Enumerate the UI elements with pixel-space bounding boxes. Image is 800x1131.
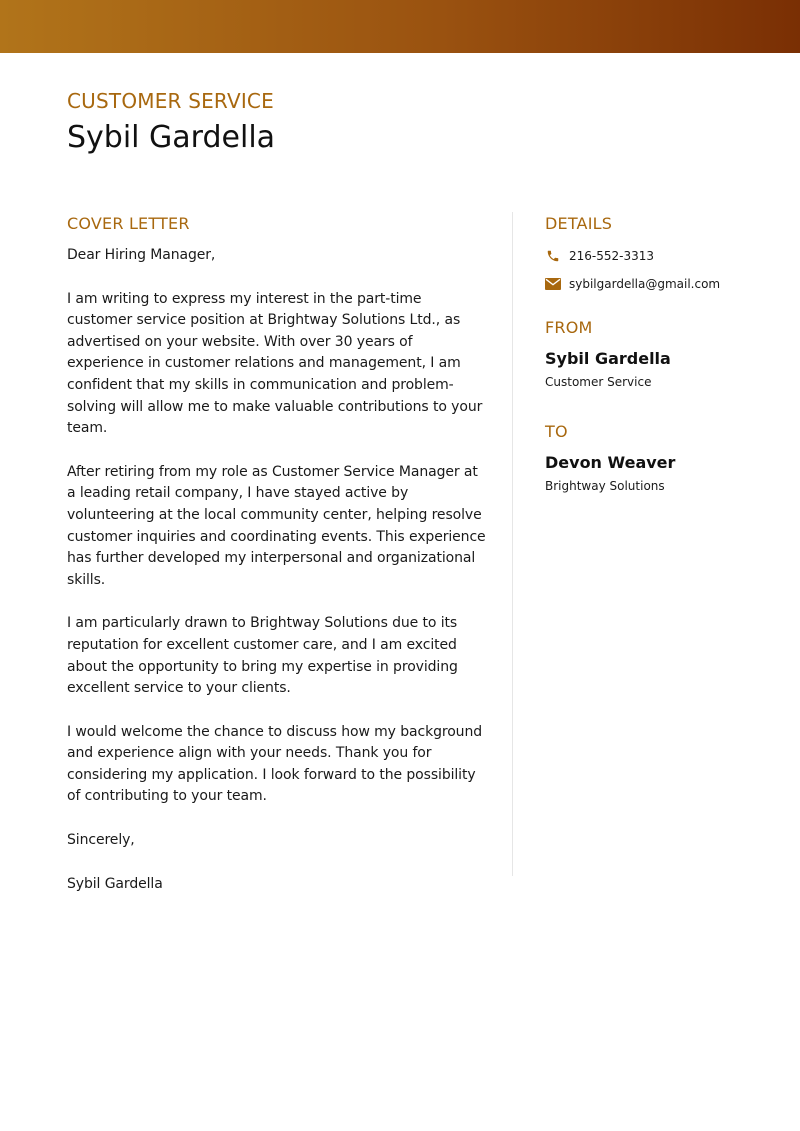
cover-letter-section bbox=[67, 213, 487, 917]
from-section bbox=[545, 317, 775, 391]
letter-paragraph-4: I would welcome the chance to discuss how my background and experience align with your needs. Thank you for considering my application. I look forward to the possibility of contributing to your team. bbox=[67, 723, 483, 805]
details-section bbox=[545, 213, 775, 295]
cover-letter-heading: COVER LETTER bbox=[67, 214, 190, 233]
recipient-name: Devon Weaver bbox=[545, 453, 676, 472]
letter-closing: Sincerely, bbox=[67, 832, 135, 849]
to-section bbox=[545, 421, 775, 495]
email-row bbox=[545, 273, 775, 295]
envelope-icon bbox=[545, 276, 561, 292]
letter-signature: Sybil Gardella bbox=[67, 875, 163, 892]
details-heading: DETAILS bbox=[545, 214, 613, 233]
letter-salutation: Dear Hiring Manager, bbox=[67, 247, 216, 263]
sender-title: Customer Service bbox=[545, 375, 652, 389]
job-title: CUSTOMER SERVICE bbox=[67, 89, 274, 113]
recipient-company: Brightway Solutions bbox=[545, 479, 665, 493]
header-color-band bbox=[0, 0, 800, 53]
applicant-name: Sybil Gardella bbox=[67, 120, 276, 155]
email-address[interactable]: sybilgardella@gmail.com bbox=[569, 277, 721, 291]
phone-icon bbox=[545, 248, 561, 264]
sidebar bbox=[545, 213, 775, 495]
to-heading: TO bbox=[545, 422, 568, 441]
phone-number[interactable]: 216-552-3313 bbox=[569, 249, 655, 263]
letter-paragraph-1: I am writing to express my interest in the part-time customer service position at Brightway Solutions Ltd., as advertised on your website. With over 30 years of experience in customer relations and management, I am confident that my skills in communication and problem-solving will allow me to make valuable contributions to your team. bbox=[67, 290, 483, 437]
letter-paragraph-3: I am particularly drawn to Brightway Solutions due to its reputation for excellent customer care, and I am excited about the opportunity to bring my expertise in providing excellent service to your clients. bbox=[67, 615, 458, 697]
from-heading: FROM bbox=[545, 318, 593, 337]
letter-paragraph-2: After retiring from my role as Customer Service Manager at a leading retail company, I have stayed active by volunteering at the local community center, helping resolve customer inquiries and coordinating events. This experience has further developed my interpersonal and organizational skills. bbox=[67, 463, 486, 588]
phone-row bbox=[545, 245, 775, 267]
column-divider bbox=[512, 212, 513, 876]
sender-name: Sybil Gardella bbox=[545, 349, 671, 368]
